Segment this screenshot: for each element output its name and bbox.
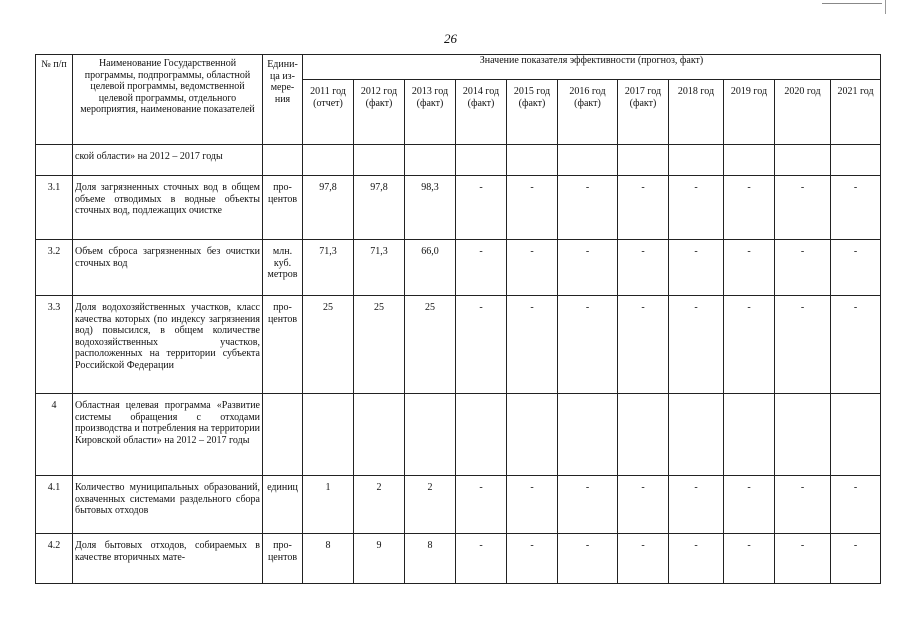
indicator-name: Областная целевая программа «Развитие системы обращения с отходами производства и потребления на территории Кировской области» на 2012 – 2017 годы bbox=[73, 394, 263, 476]
header-year: 2011 год (отчет) bbox=[303, 80, 354, 145]
indicator-value: - bbox=[558, 176, 618, 240]
indicator-value: - bbox=[558, 240, 618, 296]
indicator-value: - bbox=[669, 176, 724, 240]
indicator-value: 25 bbox=[303, 296, 354, 394]
row-number bbox=[36, 145, 73, 176]
indicator-value: - bbox=[831, 476, 881, 534]
header-year: 2012 год (факт) bbox=[354, 80, 405, 145]
indicator-value: - bbox=[618, 296, 669, 394]
header-name: Наименование Государственной программы, подпрограммы, областной целевой программы, ведомственной целевой программы, отдельного мероприятия, наименование показателей bbox=[73, 55, 263, 145]
table-row bbox=[36, 176, 881, 240]
indicator-value: - bbox=[558, 296, 618, 394]
indicator-value: 25 bbox=[405, 296, 456, 394]
indicator-value: - bbox=[507, 296, 558, 394]
unit-of-measure bbox=[263, 394, 303, 476]
indicator-value bbox=[456, 394, 507, 476]
indicator-value: - bbox=[456, 176, 507, 240]
indicator-name: Доля бытовых отходов, собираемых в качестве вторичных мате- bbox=[73, 534, 263, 584]
indicator-value: 97,8 bbox=[303, 176, 354, 240]
header-num: № п/п bbox=[36, 55, 73, 145]
indicator-value bbox=[724, 394, 775, 476]
indicator-value: 8 bbox=[405, 534, 456, 584]
indicator-name: Количество муниципальных образований, охваченных системами раздельного сбора бытовых отходов bbox=[73, 476, 263, 534]
indicator-value: - bbox=[775, 296, 831, 394]
indicator-value: 66,0 bbox=[405, 240, 456, 296]
indicator-value bbox=[558, 394, 618, 476]
indicator-name: Объем сброса загрязненных без очистки сточных вод bbox=[73, 240, 263, 296]
indicator-value: - bbox=[831, 534, 881, 584]
indicator-value bbox=[669, 145, 724, 176]
indicator-value: - bbox=[724, 534, 775, 584]
indicators-table bbox=[35, 54, 881, 584]
indicator-value: - bbox=[507, 176, 558, 240]
header-year: 2013 год (факт) bbox=[405, 80, 456, 145]
indicator-value: 97,8 bbox=[354, 176, 405, 240]
indicator-value: - bbox=[775, 476, 831, 534]
header-year: 2016 год (факт) bbox=[558, 80, 618, 145]
indicator-value bbox=[354, 145, 405, 176]
header-row bbox=[36, 55, 881, 80]
row-number: 3.1 bbox=[36, 176, 73, 240]
row-number: 3.2 bbox=[36, 240, 73, 296]
unit-of-measure: про-центов bbox=[263, 296, 303, 394]
indicator-value: 25 bbox=[354, 296, 405, 394]
indicator-value: - bbox=[669, 240, 724, 296]
header-year: 2019 год bbox=[724, 80, 775, 145]
indicator-value: 71,3 bbox=[354, 240, 405, 296]
indicator-value: 1 bbox=[303, 476, 354, 534]
indicator-value: - bbox=[507, 476, 558, 534]
indicator-value: - bbox=[618, 240, 669, 296]
page-number: 26 bbox=[444, 31, 457, 46]
indicator-value: 71,3 bbox=[303, 240, 354, 296]
indicator-value: - bbox=[775, 176, 831, 240]
indicator-value bbox=[558, 145, 618, 176]
header-year: 2020 год bbox=[775, 80, 831, 145]
header-values-group: Значение показателя эффективности (прогноз, факт) bbox=[303, 55, 881, 80]
indicator-value: - bbox=[507, 534, 558, 584]
unit-of-measure: про-центов bbox=[263, 176, 303, 240]
indicator-value: - bbox=[618, 476, 669, 534]
header-unit: Едини-ца из-мере-ния bbox=[263, 55, 303, 145]
indicator-value: - bbox=[618, 534, 669, 584]
unit-of-measure: единиц bbox=[263, 476, 303, 534]
indicator-value bbox=[303, 394, 354, 476]
indicator-value bbox=[618, 145, 669, 176]
indicator-value: - bbox=[724, 176, 775, 240]
indicator-value: - bbox=[456, 296, 507, 394]
table-row bbox=[36, 296, 881, 394]
indicator-value bbox=[405, 394, 456, 476]
indicator-value: 2 bbox=[405, 476, 456, 534]
header-year: 2017 год (факт) bbox=[618, 80, 669, 145]
indicator-value: - bbox=[558, 476, 618, 534]
indicator-value: - bbox=[775, 240, 831, 296]
indicator-value: - bbox=[456, 240, 507, 296]
indicator-value: - bbox=[456, 534, 507, 584]
table-row bbox=[36, 534, 881, 584]
table-row bbox=[36, 240, 881, 296]
indicator-value bbox=[507, 145, 558, 176]
indicator-value: - bbox=[618, 176, 669, 240]
row-number: 4.2 bbox=[36, 534, 73, 584]
header-year: 2015 год (факт) bbox=[507, 80, 558, 145]
indicator-value: - bbox=[724, 476, 775, 534]
indicator-value: - bbox=[558, 534, 618, 584]
indicator-name: ской области» на 2012 – 2017 годы bbox=[73, 145, 263, 176]
indicator-value bbox=[456, 145, 507, 176]
indicator-value: - bbox=[669, 296, 724, 394]
row-number: 3.3 bbox=[36, 296, 73, 394]
header-year: 2021 год bbox=[831, 80, 881, 145]
header-year: 2018 год bbox=[669, 80, 724, 145]
indicator-value bbox=[354, 394, 405, 476]
header-year: 2014 год (факт) bbox=[456, 80, 507, 145]
unit-of-measure bbox=[263, 145, 303, 176]
table-row bbox=[36, 476, 881, 534]
indicator-value: 2 bbox=[354, 476, 405, 534]
table-row bbox=[36, 394, 881, 476]
indicator-value: - bbox=[669, 476, 724, 534]
table-row bbox=[36, 145, 881, 176]
scan-artifact-mark bbox=[885, 0, 886, 14]
indicator-value bbox=[303, 145, 354, 176]
unit-of-measure: млн. куб. метров bbox=[263, 240, 303, 296]
indicator-value bbox=[618, 394, 669, 476]
unit-of-measure: про-центов bbox=[263, 534, 303, 584]
indicator-value: 8 bbox=[303, 534, 354, 584]
indicator-value bbox=[724, 145, 775, 176]
indicator-value: - bbox=[831, 240, 881, 296]
scan-artifact-line bbox=[822, 3, 882, 4]
indicator-value bbox=[831, 145, 881, 176]
indicator-name: Доля загрязненных сточных вод в общем объеме отводимых в водные объекты сточных вод, подлежащих очистке bbox=[73, 176, 263, 240]
indicator-name: Доля водохозяйственных участков, класс качества которых (по индексу загрязнения вод) повысился, в общем количестве водохозяйственных участков, расположенных на территории субъекта Российской Федерации bbox=[73, 296, 263, 394]
indicator-value bbox=[507, 394, 558, 476]
row-number: 4 bbox=[36, 394, 73, 476]
row-number: 4.1 bbox=[36, 476, 73, 534]
indicator-value: - bbox=[507, 240, 558, 296]
indicator-value: - bbox=[724, 240, 775, 296]
indicator-value: - bbox=[831, 176, 881, 240]
indicator-value bbox=[831, 394, 881, 476]
indicator-value: - bbox=[775, 534, 831, 584]
indicator-value bbox=[775, 145, 831, 176]
indicator-value bbox=[669, 394, 724, 476]
indicator-value: - bbox=[831, 296, 881, 394]
indicator-value: - bbox=[724, 296, 775, 394]
indicator-value: - bbox=[456, 476, 507, 534]
indicator-value: - bbox=[669, 534, 724, 584]
indicator-value bbox=[405, 145, 456, 176]
indicator-value bbox=[775, 394, 831, 476]
indicator-value: 9 bbox=[354, 534, 405, 584]
indicator-value: 98,3 bbox=[405, 176, 456, 240]
